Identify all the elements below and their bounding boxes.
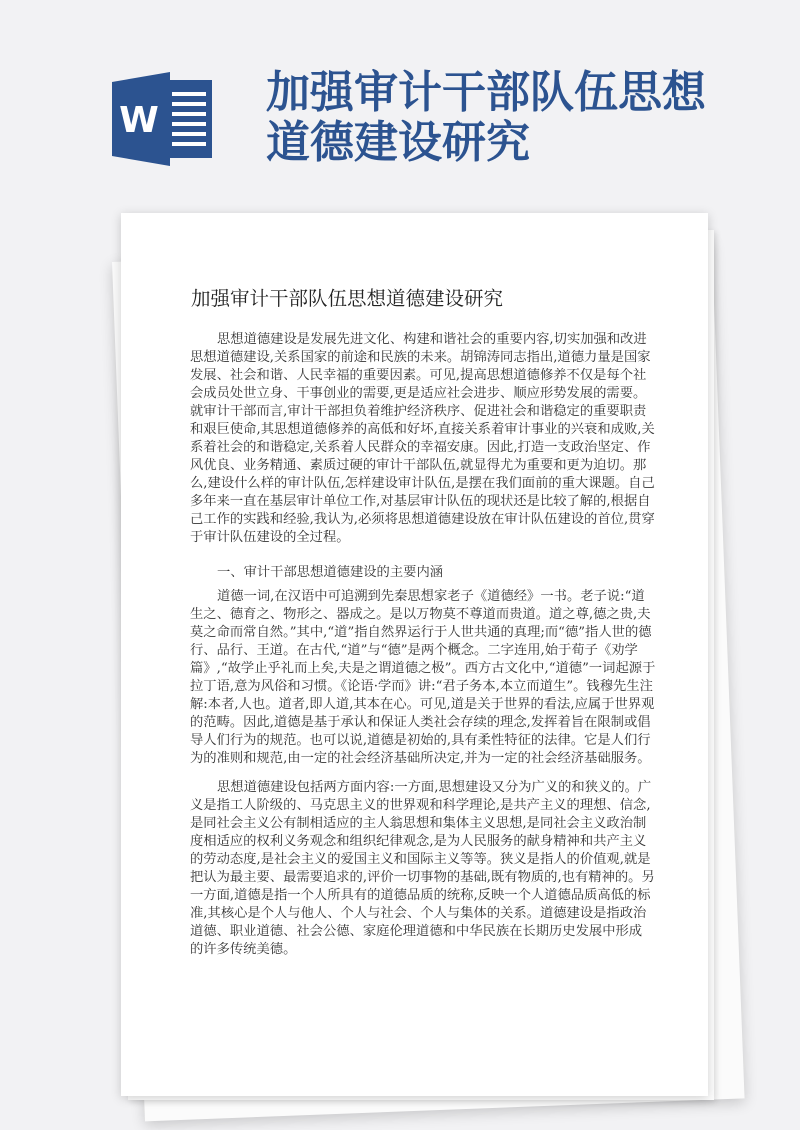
text-line: 道德、职业道德、社会公德、家庭伦理道德和中华民族在长期历史发展中形成 [190, 924, 643, 939]
preview-title [266, 68, 706, 168]
text-line: 生之、德育之、物形之、器成之。是以万物莫不尊道而贵道。道之尊,德之贵,夫 [190, 607, 651, 622]
text-line: 思想道德建设,关系国家的前途和民族的未来。胡锦涛同志指出,道德力量是国家 [190, 350, 651, 365]
document-title: 加强审计干部队伍思想道德建设研究 [191, 287, 504, 310]
section-heading: 一、审计干部思想道德建设的主要内涵 [217, 565, 444, 580]
text-line: 莫之命而常自然。”其中,“道”指自然界运行于人世共通的真理;而“德”指人世的德 [190, 625, 652, 640]
text-line: 义是指工人阶级的、马克思主义的世界观和科学理论,是共产主义的理想、信念, [190, 798, 651, 813]
text-line: 风优良、业务精通、素质过硬的审计干部队伍,就显得尤为重要和更为迫切。那 [190, 458, 647, 473]
text-line: 为的准则和规范,由一定的社会经济基础所决定,并为一定的社会经济基础服务。 [190, 751, 651, 766]
text-line: 己工作的实践和经验,我认为,必须将思想道德建设放在审计队伍建设的首位,贯穿 [190, 512, 655, 527]
text-line: 么,建设什么样的审计队伍,怎样建设审计队伍,是摆在我们面前的重大课题。自己 [190, 476, 655, 491]
text-line: 就审计干部而言,审计干部担负着维护经济秩序、促进社会和谐稳定的重要职责 [190, 404, 647, 419]
word-document-icon [112, 72, 213, 166]
text-line: 思想道德建设包括两方面内容:一方面,思想建设又分为广义的和狭义的。广 [217, 780, 652, 795]
text-line: 的范畴。因此,道德是基于承认和保证人类社会存续的理念,发挥着旨在限制或倡 [190, 715, 651, 730]
text-line: 准,其核心是个人与他人、个人与社会、个人与集体的关系。道德建设是指政治 [190, 906, 647, 921]
text-line: 多年来一直在基层审计单位工作,对基层审计队伍的现状还是比较了解的,根据自 [190, 494, 651, 509]
preview-title-line: 道德建设研究 [266, 117, 530, 168]
text-line: 把认为最主要、最需要追求的,评价一切事物的基础,既有物质的,也有精神的。另 [190, 870, 655, 885]
paragraph-1 [190, 331, 655, 547]
text-line: 解:本者,人也。道者,即人道,其本在心。可见,道是关于世界的看法,应属于世界观 [190, 697, 655, 712]
paragraph-2 [190, 588, 656, 768]
text-line: 导人们行为的规范。也可以说,道德是初始的,具有柔性特征的法律。它是人们行 [190, 733, 651, 748]
text-line: 的许多传统美德。 [190, 942, 297, 957]
text-line: 发展、社会和谐、人民幸福的重要因素。可见,提高思想道德修养不仅是每个社 [190, 368, 647, 383]
paragraph-3 [190, 779, 655, 959]
text-line: 道德一词,在汉语中可追溯到先秦思想家老子《道德经》一书。老子说:“道 [217, 589, 645, 604]
document-page [121, 213, 708, 1096]
text-line: 于审计队伍建设的全过程。 [190, 530, 350, 545]
text-line: 和艰巨使命,其思想道德修养的高低和好坏,直接关系着审计事业的兴衰和成败,关 [190, 422, 655, 437]
text-line: 拉丁语,意为风俗和习惯。《论语·学而》讲:“君子务本,本立而道生”。钱穆先生注 [190, 679, 653, 694]
word-icon-letter: W [119, 100, 159, 141]
text-line: 度相适应的权利义务观念和组织纪律观念,是为人民服务的献身精神和共产主义 [190, 834, 647, 849]
text-line: 是同社会主义公有制相适应的主人翁思想和集体主义思想,是同社会主义政治制 [190, 816, 647, 831]
text-line: 的劳动态度,是社会主义的爱国主义和国际主义等等。狭义是指人的价值观,就是 [190, 852, 651, 867]
text-line: 思想道德建设是发展先进文化、构建和谐社会的重要内容,切实加强和改进 [217, 332, 647, 347]
preview-title-line: 加强审计干部队伍思想 [266, 67, 706, 118]
text-line: 系着社会的和谐稳定,关系着人民群众的幸福安康。因此,打造一支政治坚定、作 [190, 440, 651, 455]
text-line: 一方面,道德是指一个人所具有的道德品质的统称,反映一个人道德品质高低的标 [190, 888, 651, 903]
text-line: 篇》,“故学止乎礼而上矣,夫是之谓道德之极”。西方古文化中,“道德”一词起源于 [190, 661, 656, 676]
text-line: 行、品行、王道。在古代,“道”与“德”是两个概念。二字连用,始于荀子《劝学 [190, 643, 638, 658]
text-line: 会成员处世立身、干事创业的需要,更是适应社会进步、顺应形势发展的需要。 [190, 386, 647, 401]
